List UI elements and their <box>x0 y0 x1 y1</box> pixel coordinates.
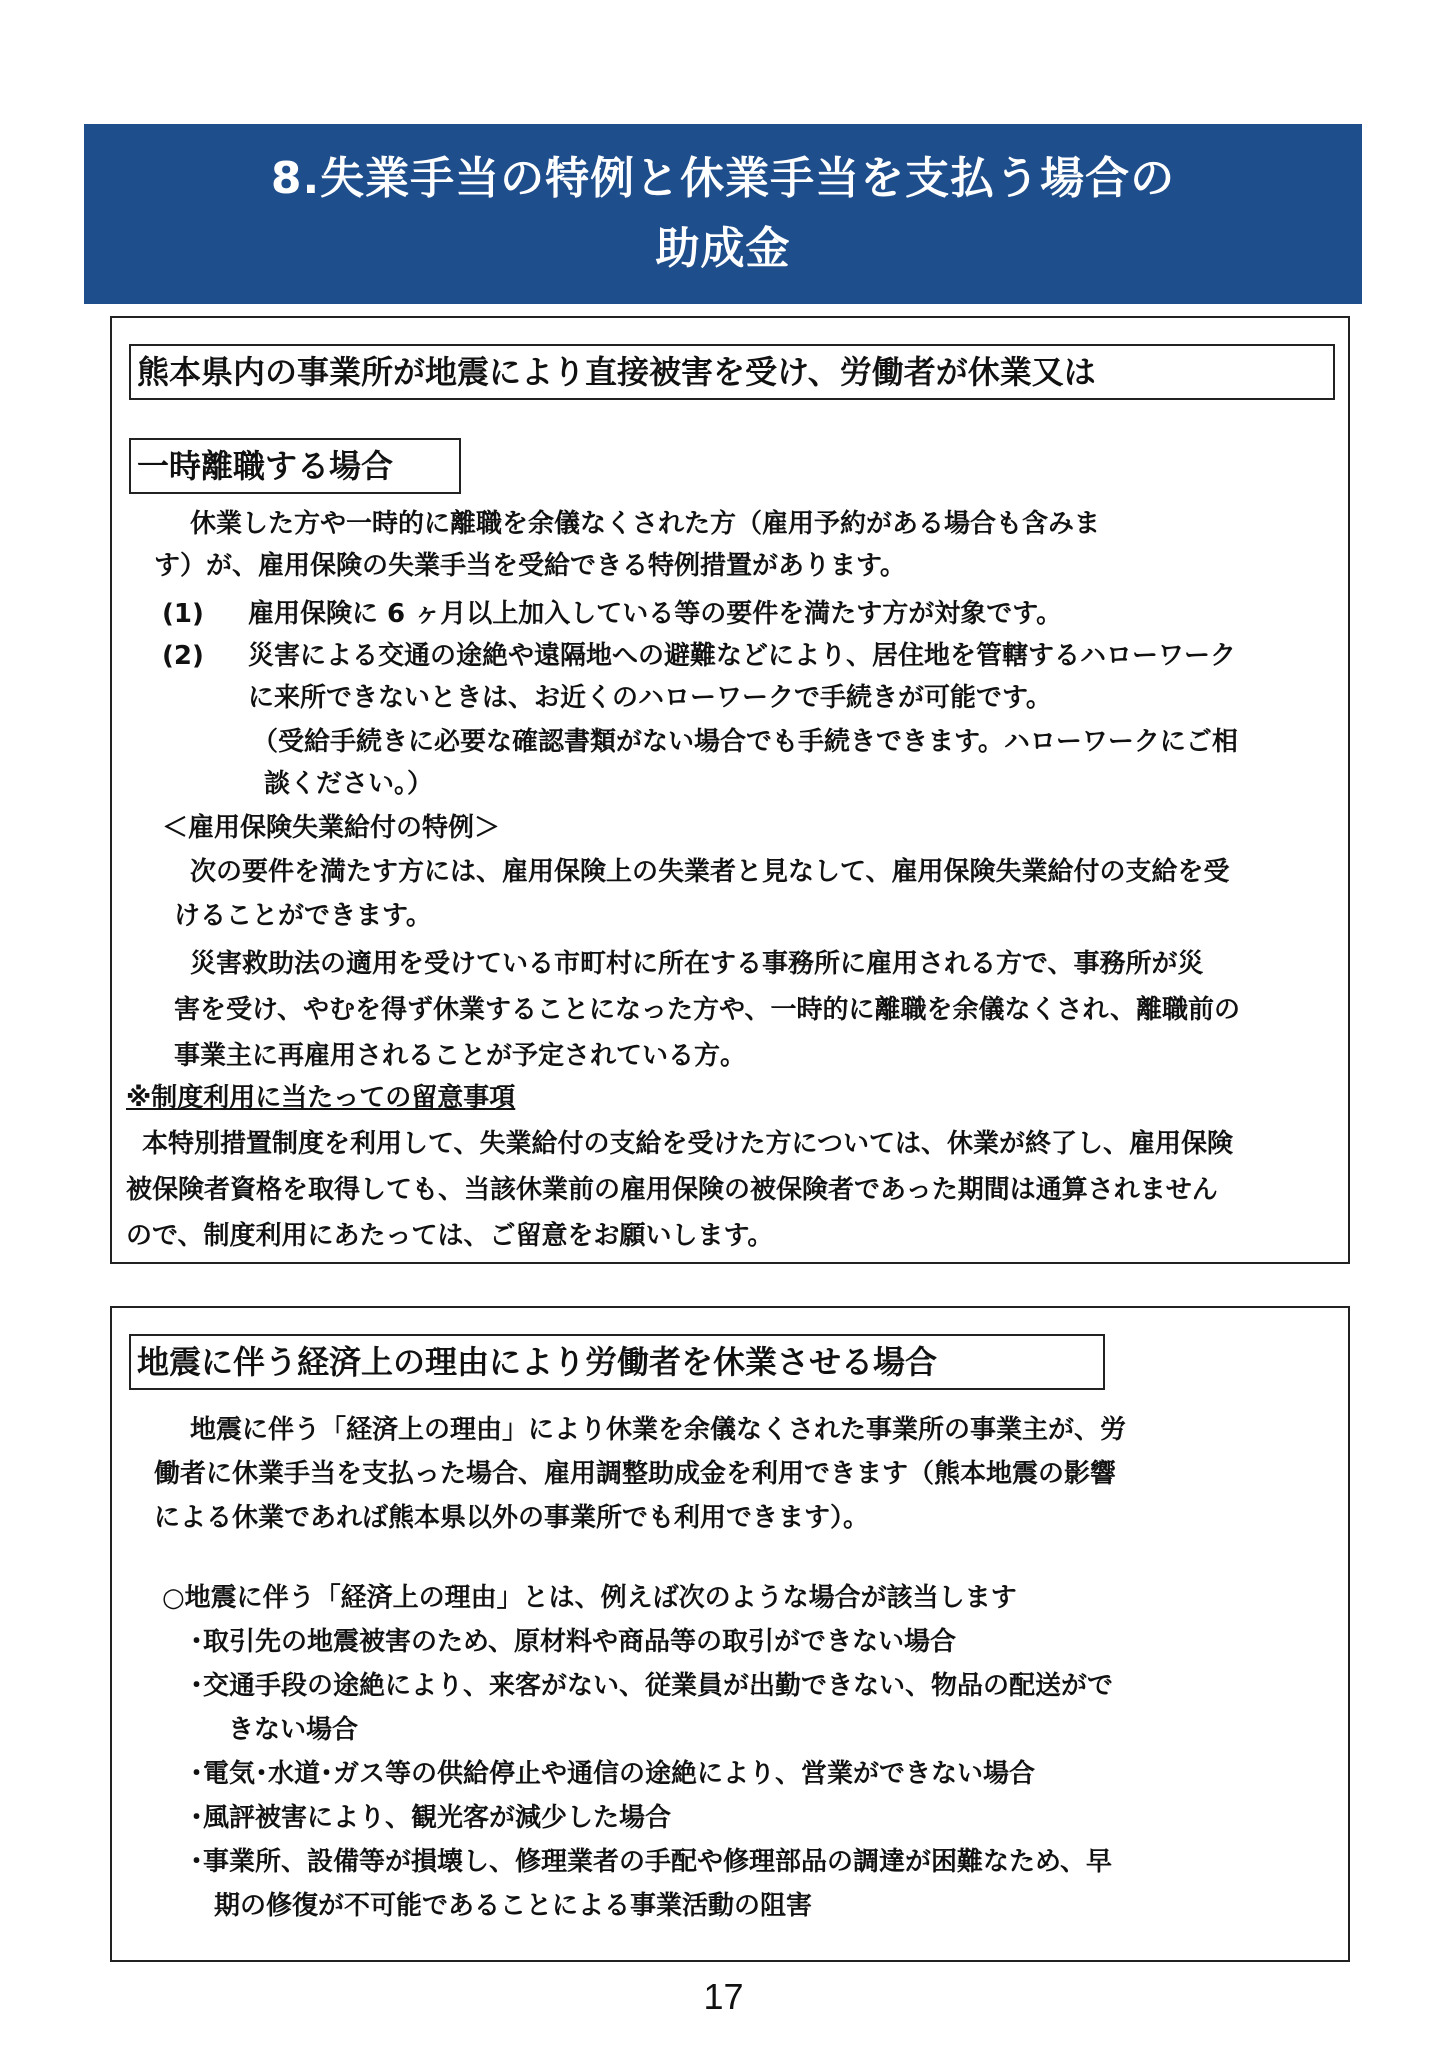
note-heading: ※制度利用に当たっての留意事項 <box>126 1083 516 1113</box>
item2-line1: 災害による交通の途絶や遠隔地への避難などにより、居住地を管轄するハローワーク <box>248 641 1237 671</box>
reason-bullet-1: ･取引先の地震被害のため、原材料や商品等の取引ができない場合 <box>190 1627 956 1657</box>
item1-text: 雇用保険に 6 ヶ月以上加入している等の要件を満たす方が対象です。 <box>248 599 1063 629</box>
section2-intro-line3: による休業であれば熊本県以外の事業所でも利用できます）。 <box>154 1503 870 1533</box>
reason-bullet-5-line1: ･事業所、設備等が損壊し、修理業者の手配や修理部品の調達が困難なため、早 <box>190 1847 1112 1877</box>
reason-bullet-4: ･風評被害により、観光客が減少した場合 <box>190 1803 672 1833</box>
page-number: 17 <box>703 1976 744 2017</box>
special-case-line3: 災害救助法の適用を受けている市町村に所在する事務所に雇用される方で、事務所が災 <box>190 949 1204 979</box>
special-case-line4: 害を受け、やむを得ず休業することになった方や、一時的に離職を余儀なくされ、離職前の <box>174 995 1241 1025</box>
economic-reasons-heading: ○地震に伴う「経済上の理由」とは、例えば次のような場合が該当します <box>162 1583 1017 1613</box>
reason-bullet-2-line1: ･交通手段の途絶により、来客がない、従業員が出勤できない、物品の配送がで <box>190 1671 1114 1701</box>
note-line2: 被保険者資格を取得しても、当該休業前の雇用保険の被保険者であった期間は通算されません <box>126 1175 1218 1205</box>
item2-note-line1: （受給手続きに必要な確認書類がない場合でも手続きできます。ハローワークにご相 <box>252 727 1238 757</box>
section1-intro-line1: 休業した方や一時的に離職を余儀なくされた方（雇用予約がある場合も含みま <box>190 509 1101 539</box>
item2-number: (2) <box>162 641 204 671</box>
page-title-line1: 8.失業手当の特例と休業手当を支払う場合の <box>270 153 1176 204</box>
note-line1: 本特別措置制度を利用して、失業給付の支給を受けた方については、休業が終了し、雇用保険 <box>142 1129 1233 1159</box>
section-direct-damage <box>110 316 1350 1264</box>
title-banner <box>84 124 1362 304</box>
item2-line2: に来所できないときは、お近くのハローワークで手続きが可能です。 <box>248 683 1052 713</box>
note-line3: ので、制度利用にあたっては、ご留意をお願いします。 <box>126 1221 774 1251</box>
reason-bullet-3: ･電気･水道･ガス等の供給停止や通信の途絶により、営業ができない場合 <box>190 1759 1036 1789</box>
item2-note-line2: 談ください。） <box>264 769 434 799</box>
section2-intro-line2: 働者に休業手当を支払った場合、雇用調整助成金を利用できます（熊本地震の影響 <box>154 1459 1117 1489</box>
section2-heading: 地震に伴う経済上の理由により労働者を休業させる場合 <box>129 1334 1105 1390</box>
reason-bullet-5-line2: 期の修復が不可能であることによる事業活動の阻害 <box>214 1891 813 1921</box>
reason-bullet-2-line2: きない場合 <box>228 1715 359 1745</box>
page-title-line2: 助成金 <box>655 223 791 274</box>
section1-intro-line2: す）が、雇用保険の失業手当を受給できる特例措置があります。 <box>154 551 906 581</box>
section1-heading-line1: 熊本県内の事業所が地震により直接被害を受け、労働者が休業又は <box>129 344 1335 400</box>
section-economic-reasons <box>110 1306 1350 1962</box>
item1-number: (1) <box>162 599 204 629</box>
special-case-subheading: ＜雇用保険失業給付の特例＞ <box>162 813 501 843</box>
special-case-line1: 次の要件を満たす方には、雇用保険上の失業者と見なして、雇用保険失業給付の支給を受 <box>190 857 1230 887</box>
section2-intro-line1: 地震に伴う「経済上の理由」により休業を余儀なくされた事業所の事業主が、労 <box>190 1415 1127 1445</box>
special-case-line2: けることができます。 <box>174 901 432 931</box>
section1-heading-line2: 一時離職する場合 <box>129 438 461 494</box>
special-case-line5: 事業主に再雇用されることが予定されている方。 <box>174 1041 747 1071</box>
